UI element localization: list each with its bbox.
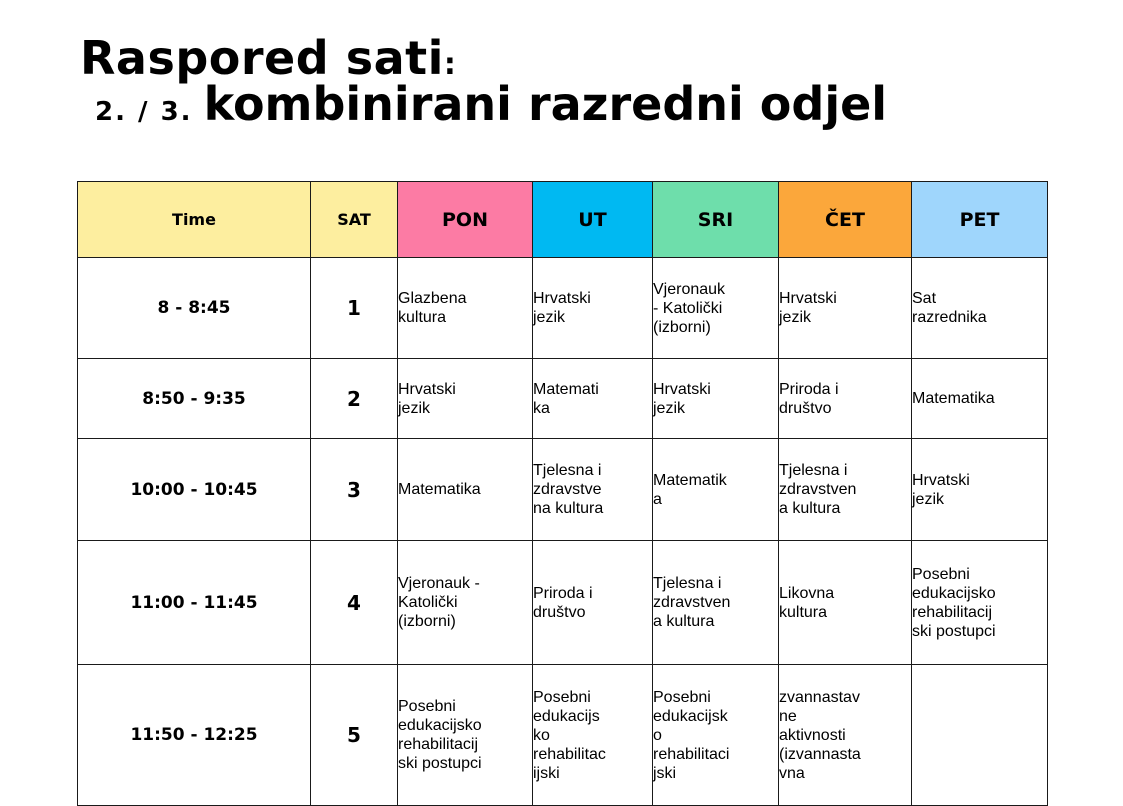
subject-cell <box>912 665 1048 806</box>
subject-text: Hrvatski jezik <box>912 471 970 508</box>
period-number: 3 <box>311 439 398 541</box>
subject-cell <box>912 359 1048 439</box>
subject-text: Posebni edukacijsko rehabilitacij ski postupci <box>398 698 482 772</box>
subject-text: Priroda i društvo <box>533 584 593 621</box>
subject-cell <box>912 541 1048 665</box>
subject-text: Tjelesna i zdravstve na kultura <box>533 462 604 517</box>
header-day-cet: ČET <box>779 182 912 258</box>
table-row <box>78 665 1048 806</box>
subject-text: Posebni edukacijsko rehabilitacij ski postupci <box>912 565 996 640</box>
table-row <box>78 541 1048 665</box>
subject-cell <box>398 359 533 439</box>
subject-text: Hrvatski jezik <box>779 290 837 326</box>
subject-text: Hrvatski jezik <box>398 380 456 417</box>
subject-cell <box>398 541 533 665</box>
subject-text: Likovna kultura <box>779 584 835 621</box>
period-number: 1 <box>311 258 398 359</box>
subject-cell <box>779 439 912 541</box>
period-time: 11:50 - 12:25 <box>78 665 311 806</box>
subject-cell <box>779 541 912 665</box>
subject-text: Matematik a <box>653 471 727 508</box>
subject-cell <box>398 439 533 541</box>
subject-text: Tjelesna i zdravstven a kultura <box>779 462 857 517</box>
subject-text: Hrvatski jezik <box>533 290 591 326</box>
subject-cell <box>533 439 653 541</box>
subject-text: Sat razrednika <box>912 290 987 326</box>
subtitle-prefix: 2. / 3. <box>95 97 204 127</box>
period-time: 11:00 - 11:45 <box>78 541 311 665</box>
table-row <box>78 439 1048 541</box>
subject-cell <box>779 258 912 359</box>
title-colon: : <box>443 47 457 82</box>
subject-cell <box>912 439 1048 541</box>
subject-cell <box>779 665 912 806</box>
subtitle-main: kombinirani razredni odjel <box>203 77 888 131</box>
table-row <box>78 258 1048 359</box>
table-row <box>78 359 1048 439</box>
header-day-sri: SRI <box>653 182 779 258</box>
subject-cell <box>533 258 653 359</box>
subject-cell <box>779 359 912 439</box>
schedule-table <box>77 181 1048 806</box>
subject-text: Hrvatski jezik <box>653 380 711 417</box>
subject-cell <box>398 665 533 806</box>
subject-cell <box>533 665 653 806</box>
subject-cell <box>912 258 1048 359</box>
subject-cell <box>653 258 779 359</box>
header-day-pet: PET <box>912 182 1048 258</box>
subject-text: Matematika <box>398 481 481 498</box>
subject-text: Matemati ka <box>533 380 599 417</box>
subject-cell <box>653 439 779 541</box>
subject-text: Priroda i društvo <box>779 380 839 417</box>
subject-text: Posebni edukacijsk o rehabilitaci jski <box>653 688 730 782</box>
period-time: 8 - 8:45 <box>78 258 311 359</box>
header-day-ut: UT <box>533 182 653 258</box>
subject-cell <box>653 541 779 665</box>
title-line1: Raspored sati <box>80 31 444 85</box>
subject-text: Vjeronauk - Katolički (izborni) <box>653 280 726 336</box>
subject-cell <box>398 258 533 359</box>
subject-text: Tjelesna i zdravstven a kultura <box>653 575 731 630</box>
subject-text: Matematika <box>912 390 995 407</box>
subject-cell <box>653 665 779 806</box>
subject-cell <box>653 359 779 439</box>
period-number: 4 <box>311 541 398 665</box>
page-subtitle <box>95 76 887 140</box>
subject-cell <box>533 541 653 665</box>
header-time: Time <box>78 182 311 258</box>
header-sat: SAT <box>311 182 398 258</box>
header-day-pon: PON <box>398 182 533 258</box>
period-number: 5 <box>311 665 398 806</box>
subject-text: Glazbena kultura <box>398 290 467 326</box>
subject-text: Vjeronauk - Katolički (izborni) <box>398 575 480 630</box>
subject-text: zvannastav ne aktivnosti (izvannasta vna <box>779 688 861 782</box>
subject-cell <box>533 359 653 439</box>
period-time: 10:00 - 10:45 <box>78 439 311 541</box>
period-number: 2 <box>311 359 398 439</box>
subject-text: Posebni edukacijs ko rehabilitac ijski <box>533 688 606 782</box>
header-row <box>78 182 1048 258</box>
period-time: 8:50 - 9:35 <box>78 359 311 439</box>
